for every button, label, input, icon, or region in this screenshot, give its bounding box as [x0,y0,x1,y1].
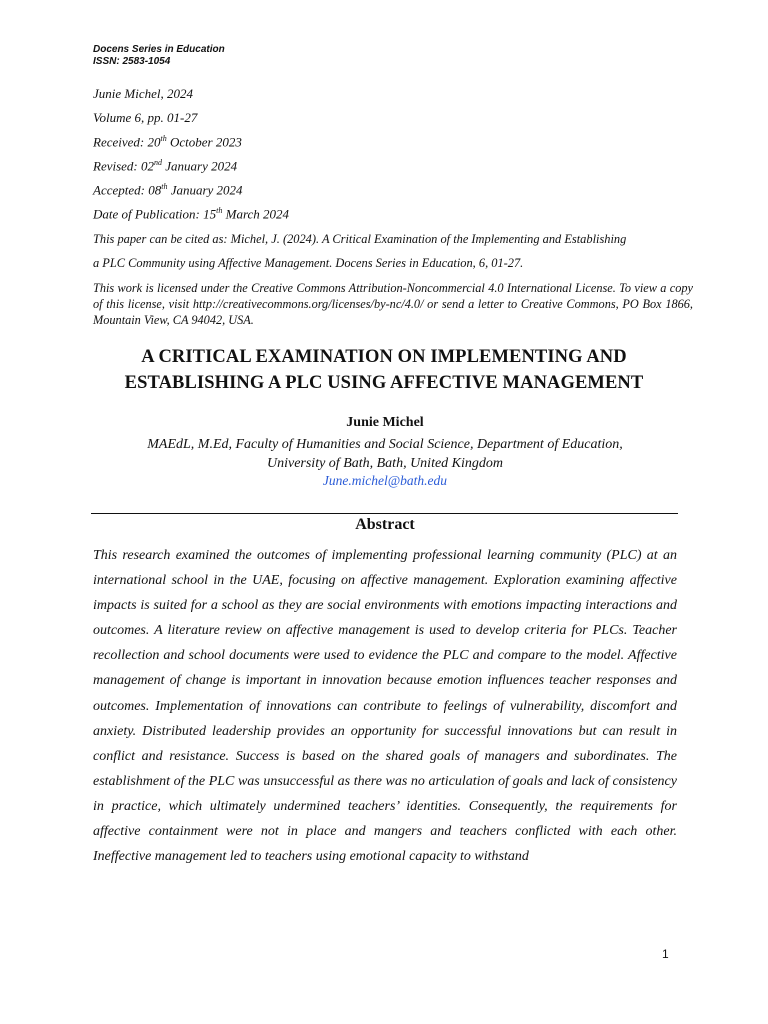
abstract-text: This research examined the outcomes of implementing professional learning community (PLC) at an international school in the UAE, focusing on affective management. Exploration examining affective impacts is suited for a school as they are social environments with emotions impacting interactions and outcomes. A literature review on affective management is used to develop criteria for PLCs. Teacher recollection and school documents were used to evidence the PLC and compare to the model. Affective management of change is important in innovation because emotion influences teacher responses and outcomes. Implementation of innovations can contribute to feelings of vulnerability, discomfort and anxiety. Distributed leadership provides an opportunity for successful innovations but can result in conflict and resistance. Success is based on the shared goals of managers and subordinates. The establishment of the PLC was unsuccessful as there was no articulation of goals and lack of consistency in practice, which ultimately undermined teachers’ identities. Consequently, the requirements for affective containment were not in place and mangers and teachers conflicted with each other. Ineffective management led to teachers using emotional capacity to withstand [93,548,677,865]
citation-line-1: This paper can be cited as: Michel, J. (2024). A Critical Examination of the Implementing and Establishing [93,232,627,246]
section-divider [91,513,678,514]
revised-text: Revised: 02 [93,158,155,174]
publication-sup: th [216,206,223,215]
meta-accepted [93,182,693,198]
page-number: 1 [662,947,669,961]
received-month: October 2023 [166,134,242,150]
publication-text: Date of Publication: 15 [93,206,217,222]
accepted-text: Accepted: 08 [93,182,162,198]
revised-month: January 2024 [162,158,238,174]
meta-revised [93,158,693,174]
affiliation-line-2: University of Bath, Bath, United Kingdom [266,456,504,471]
accepted-month: January 2024 [167,182,243,198]
meta-author-year: Junie Michel, 2024 [93,86,193,101]
license-notice: This work is licensed under the Creative Commons Attribution-Noncommercial 4.0 International License. To view a copy of this license, visit http://creativecommons.org/licenses/by-nc/4.0/ or send a letter to Creative Commons, PO Box 1866, Mountain View, CA 94042, USA. [93,281,693,327]
meta-publication-date [93,206,693,222]
journal-header [93,44,225,68]
affiliation-line-1: MAEdL, M.Ed, Faculty of Humanities and Social Science, Department of Education, [147,437,623,452]
received-sup: th [160,134,167,143]
author-name: Junie Michel [346,415,424,430]
publication-month: March 2024 [222,206,290,222]
citation-line-2: a PLC Community using Affective Management. Docens Series in Education, 6, 01-27. [93,256,524,270]
accepted-sup: th [161,182,168,191]
series-name: Docens Series in Education [93,44,225,55]
issn: ISSN: 2583-1054 [93,56,171,67]
abstract-heading: Abstract [355,516,415,533]
meta-received [93,134,693,150]
title-line-2: ESTABLISHING A PLC USING AFFECTIVE MANAGEMENT [124,373,644,393]
received-text: Received: 20 [93,134,161,150]
meta-volume: Volume 6, pp. 01-27 [93,110,198,125]
author-email-link[interactable]: June.michel@bath.edu [322,473,448,488]
title-line-1: A CRITICAL EXAMINATION ON IMPLEMENTING AND [141,347,627,367]
paper-title [70,344,698,396]
revised-sup: nd [154,158,163,167]
author-affiliation [93,435,677,473]
